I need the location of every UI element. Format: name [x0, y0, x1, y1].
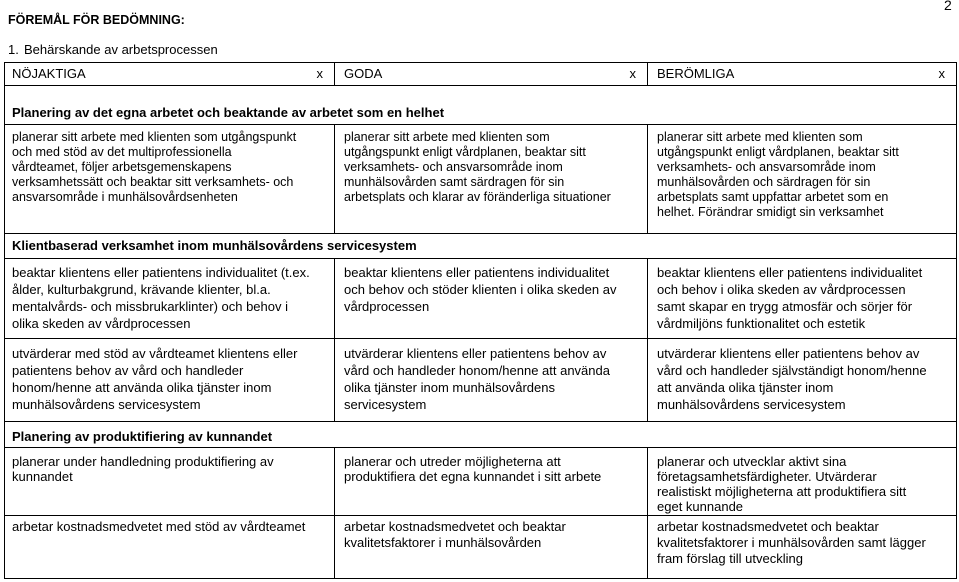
criterion-satisfactory: arbetar kostnadsmedvetet med stöd av vårdteamet	[5, 516, 334, 578]
criterion-good: planerar och utreder möjligheterna att produktifiera det egna kunnandet i sitt arbete	[335, 448, 647, 515]
assessment-table	[4, 62, 957, 579]
grade-label: GODA	[344, 66, 383, 81]
criterion-satisfactory: planerar sitt arbete med klienten som utgångspunkt och med stöd av det multiprofessionella vårdteamet, följer arbetsgemenskapens verksamhetssätt och beaktar sitt verksamhets- och ansvarsområde i munhälsovårdsenheten	[5, 125, 334, 233]
grade-mark: x	[316, 66, 323, 81]
criterion-excellent: utvärderar klientens eller patientens behov av vård och handleder självständigt honom/henne att använda olika tjänster inom munhälsovårdens servicesystem	[648, 339, 956, 421]
page-number: 2	[944, 0, 952, 13]
criteria-group-title: Planering av det egna arbetet och beaktande av arbetet som en helhet	[12, 105, 445, 120]
grade-header-excellent	[648, 63, 956, 85]
criterion-excellent: planerar och utvecklar aktivt sina företagsamhetsfärdigheter. Utvärderar realistiskt möjligheterna att produktifiera sitt eget kunnande	[648, 448, 956, 515]
section-number: 1.	[8, 42, 19, 57]
grade-label: BERÖMLIGA	[657, 66, 735, 81]
grade-label: NÖJAKTIGA	[12, 66, 86, 81]
criterion-good: arbetar kostnadsmedvetet och beaktar kvalitetsfaktorer i munhälsovården	[335, 516, 647, 578]
criteria-group-title: Klientbaserad verksamhet inom munhälsovårdens servicesystem	[5, 234, 956, 258]
criteria-group-title: Planering av produktifiering av kunnandet	[5, 422, 956, 447]
grade-mark: x	[629, 66, 636, 81]
grade-mark: x	[938, 66, 945, 81]
criteria-group-heading	[5, 86, 956, 124]
criterion-excellent: beaktar klientens eller patientens individualitet och behov i olika skeden av vårdprocessen samt skapar en trygg atmosfär och sörjer för vårdmiljöns funktionalitet och estetik	[648, 259, 956, 338]
criterion-good: planerar sitt arbete med klienten som utgångspunkt enligt vårdplanen, beaktar sitt verksamhets- och ansvarsområde inom munhälsovården samt särdragen för sin arbetsplats och klarar av föränderliga situationer	[335, 125, 647, 233]
section-title-text: Behärskande av arbetsprocessen	[24, 42, 218, 57]
document-heading: FÖREMÅL FÖR BEDÖMNING:	[8, 13, 185, 27]
criterion-good: beaktar klientens eller patientens individualitet och behov och stöder klienten i olika skeden av vårdprocessen	[335, 259, 647, 338]
grade-header-satisfactory	[5, 63, 334, 85]
section-title	[8, 42, 218, 58]
criterion-satisfactory: planerar under handledning produktifiering av kunnandet	[5, 448, 334, 515]
criterion-satisfactory: utvärderar med stöd av vårdteamet klientens eller patientens behov av vård och handleder honom/henne att använda olika tjänster inom munhälsovårdens servicesystem	[5, 339, 334, 421]
criterion-good: utvärderar klientens eller patientens behov av vård och handleder honom/henne att använda olika tjänster inom munhälsovårdens servicesystem	[335, 339, 647, 421]
criterion-excellent: planerar sitt arbete med klienten som utgångspunkt enligt vårdplanen, beaktar sitt verksamhets- och ansvarsområde inom munhälsovården och särdragen för sin arbetsplats samt uppfattar arbetet som en helhet. Förändrar smidigt sin verksamhet	[648, 125, 956, 233]
criterion-excellent: arbetar kostnadsmedvetet och beaktar kvalitetsfaktorer i munhälsovården samt lägger fram förslag till utveckling	[648, 516, 956, 578]
grade-header-good	[335, 63, 647, 85]
criterion-satisfactory: beaktar klientens eller patientens individualitet (t.ex. ålder, kulturbakgrund, krävande klienter, bl.a. mentalvårds- och missbrukarklinter) och behov i olika skeden av vårdprocessen	[5, 259, 334, 338]
